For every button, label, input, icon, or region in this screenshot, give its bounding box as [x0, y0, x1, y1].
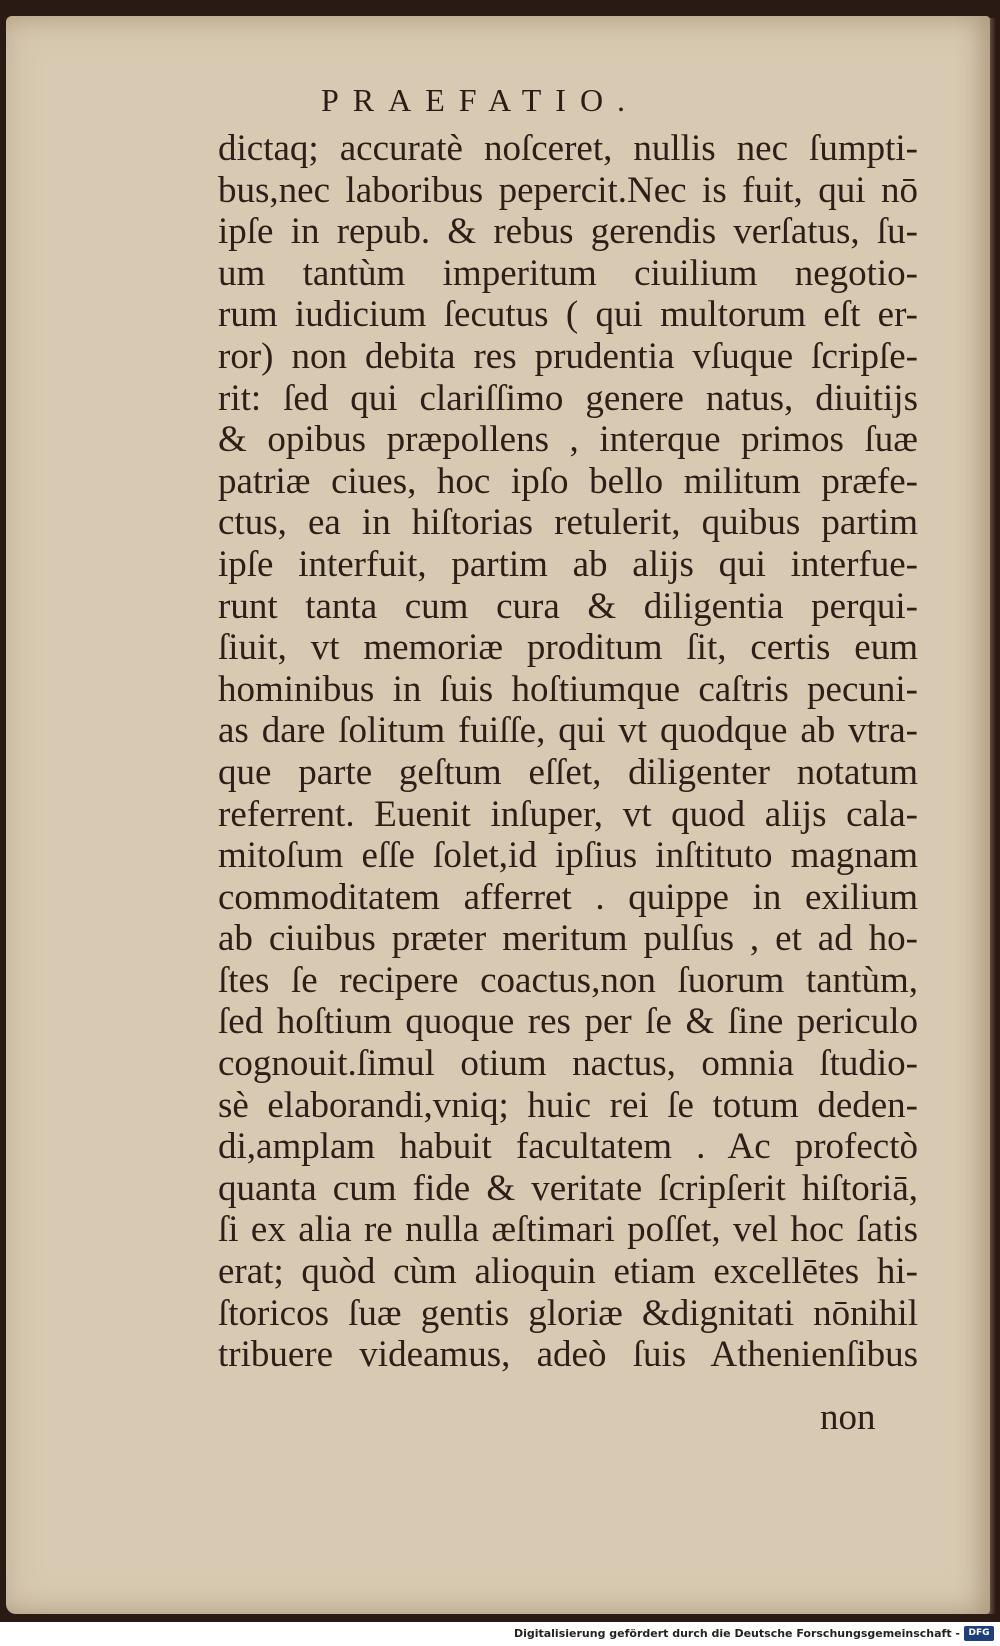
text-line: mitoſum eſſe ſolet,id ipſius inſtituto magnam [218, 835, 918, 877]
text-line: ipſe interfuit, partim ab alijs qui interfue- [218, 543, 918, 585]
text-line: que parte geſtum eſſet, diligenter notatum [218, 751, 918, 793]
text-line: rum iudicium ſecutus ( qui multorum eſt er- [218, 294, 918, 336]
text-line: ſtes ſe recipere coactus,non ſuorum tantùm, [218, 959, 918, 1001]
text-line: commoditatem afferret . quippe in exilium [218, 876, 918, 918]
text-line: quanta cum fide & veritate ſcripſerit hiſtoriā, [218, 1167, 918, 1209]
text-line: ab ciuibus præter meritum pulſus , et ad ho- [218, 918, 918, 960]
text-line: ror) non debita res prudentia vſuque ſcripſe- [218, 335, 918, 377]
funding-notice: Digitalisierung gefördert durch die Deutsche Forschungsgemeinschaft - [513, 1627, 960, 1640]
text-line: ſi ex alia re nulla æſtimari poſſet, vel hoc ſatis [218, 1209, 918, 1251]
text-line: ſiuit, vt memoriæ proditum ſit, certis eum [218, 627, 918, 669]
text-line: ctus, ea in hiſtorias retulerit, quibus partim [218, 502, 918, 544]
text-line: sè elaborandi,vniq; huic rei ſe totum deden- [218, 1084, 918, 1126]
text-line: rit: ſed qui clariſſimo genere natus, diuitijs [218, 377, 918, 419]
text-line: tribuere videamus, adeò ſuis Athenienſibus [218, 1334, 918, 1376]
text-line: patriæ ciues, hoc ipſo bello militum præfe- [218, 460, 918, 502]
text-line: erat; quòd cùm alioquin etiam excellētes hi- [218, 1251, 918, 1293]
page-header: PRAEFATIO. [320, 82, 640, 118]
dfg-logo-icon: DFG [964, 1626, 994, 1641]
text-line: runt tanta cum cura & diligentia perqui- [218, 585, 918, 627]
text-line: referrent. Euenit inſuper, vt quod alijs cala- [218, 793, 918, 835]
text-line: dictaq; accuratè noſceret, nullis nec ſumpti- [218, 128, 918, 169]
text-line: hominibus in ſuis hoſtiumque caſtris pecuni- [218, 668, 918, 710]
text-line: um tantùm imperitum ciuilium negotio- [218, 252, 918, 294]
catchword: non [820, 1397, 876, 1438]
text-line: ipſe in repub. & rebus gerendis verſatus, ſu- [218, 211, 918, 253]
text-line: as dare ſolitum fuiſſe, qui vt quodque ab vtra- [218, 710, 918, 752]
text-line: ſtoricos ſuæ gentis gloriæ &dignitati nōnihil [218, 1292, 918, 1334]
body-text [218, 128, 918, 1376]
text-line: cognouit.ſimul otium nactus, omnia ſtudio- [218, 1043, 918, 1085]
text-line: bus,nec laboribus pepercit.Nec is fuit, qui nō [218, 169, 918, 211]
text-line: & opibus præpollens , interque primos ſuæ [218, 419, 918, 461]
text-line: ſed hoſtium quoque res per ſe & ſine periculo [218, 1001, 918, 1043]
footer-bar [0, 1622, 1000, 1646]
text-line: di,amplam habuit facultatem . Ac profectò [218, 1126, 918, 1168]
